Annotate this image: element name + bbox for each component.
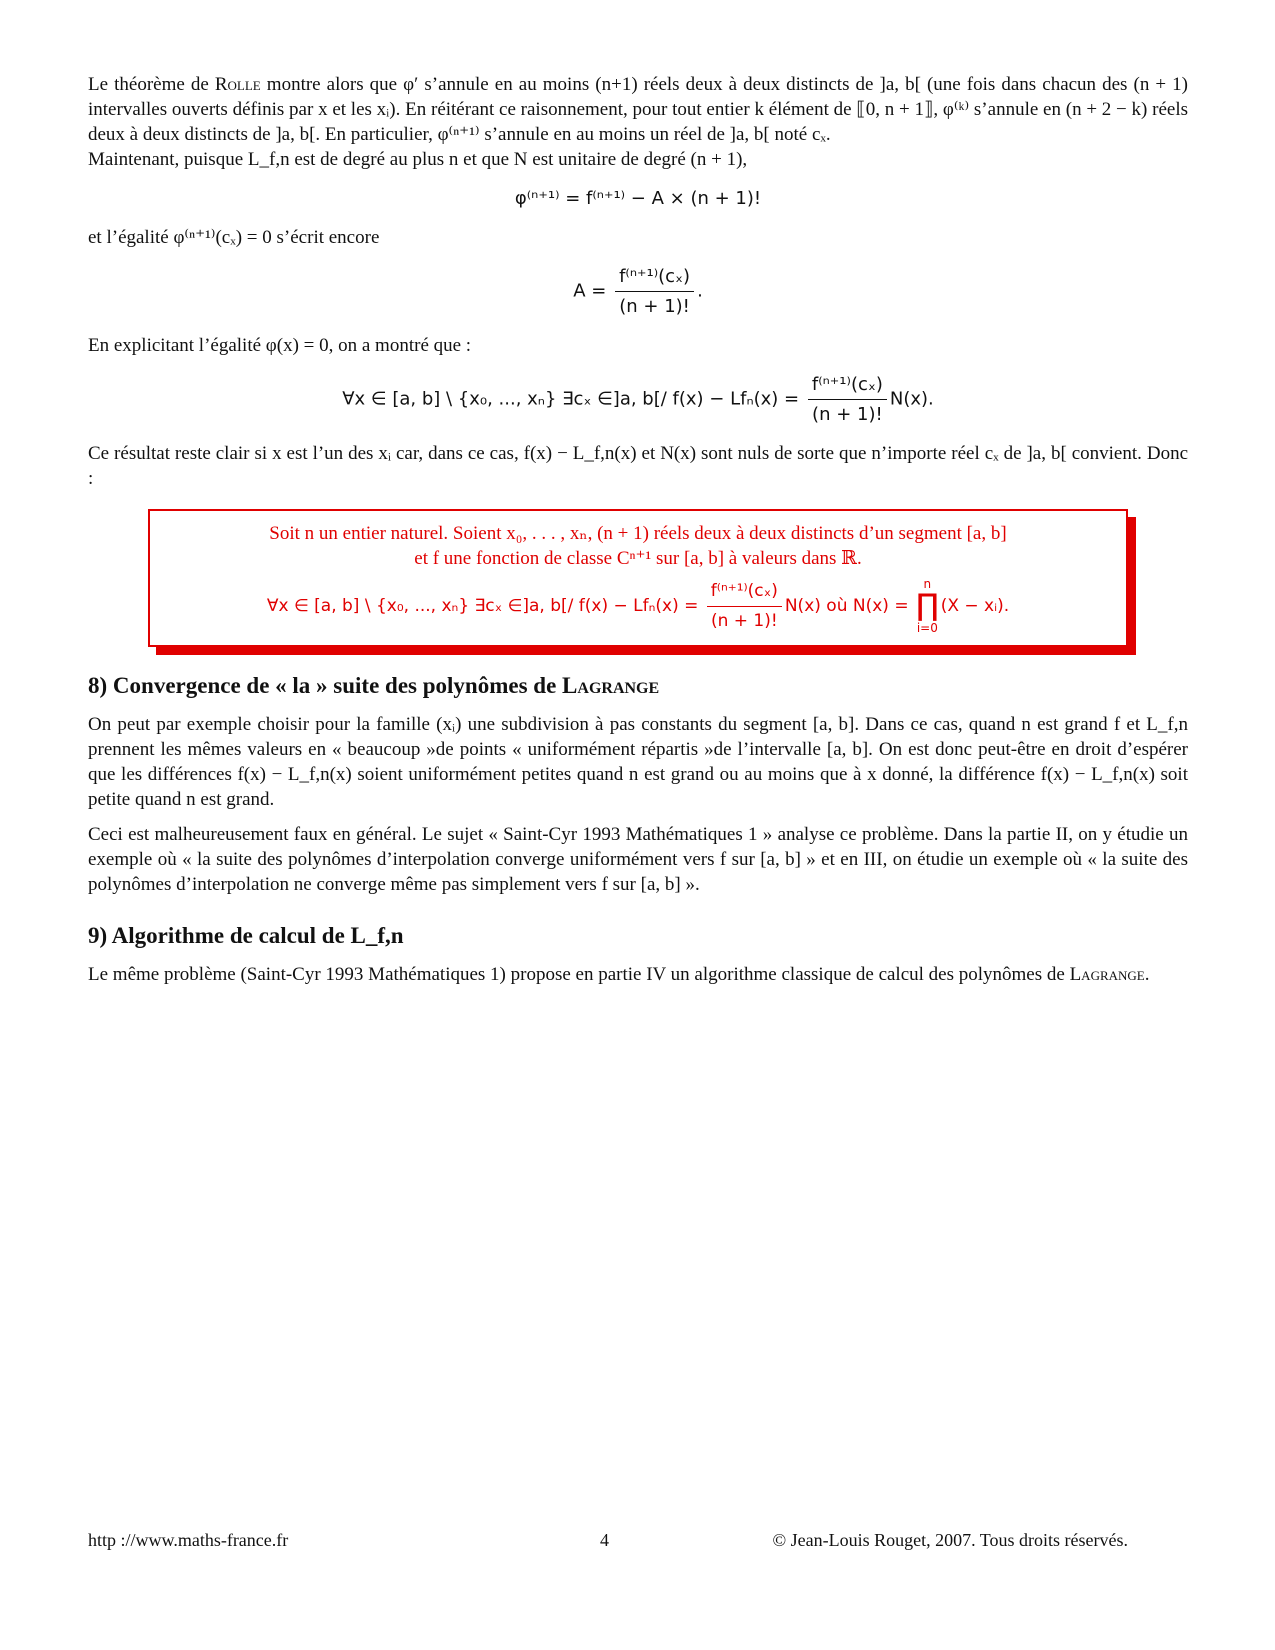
text-run: Le théorème de [88, 74, 215, 95]
fraction-numerator: f⁽ⁿ⁺¹⁾(cₓ) [707, 579, 782, 607]
eq-lhs: ∀x ∈ [a, b] \ {x₀, ..., xₙ} ∃cₓ ∈]a, b[/ f(x) − Lfₙ(x) = [342, 388, 800, 410]
section-number: 8) [88, 673, 108, 698]
fraction-numerator: f⁽ⁿ⁺¹⁾(cₓ) [615, 264, 694, 292]
fraction-numerator: f⁽ⁿ⁺¹⁾(cₓ) [808, 372, 887, 400]
section-title: Algorithme de calcul de L_f,n [111, 923, 404, 948]
text-run: montre alors que φ′ s’annule en au moins (n+1) réels deux à deux distincts de ]a, b[ (une fois dans chacun des (n + 1) intervalles ouverts définis par x et les xᵢ). En réitérant ce raisonnement, pour tout entier k élément de ⟦0, n + 1⟧, φ⁽ᵏ⁾ s’annule en (n + 2 − k) réels deux à deux distincts de ]a, b[. En particulier, φ⁽ⁿ⁺¹⁾ s’annule en au moins un réel de ]a, b[ noté cₓ. [88, 74, 1188, 145]
equation-error [88, 372, 1188, 427]
paragraph-rolle [88, 72, 1188, 147]
section-number: 9) [88, 923, 108, 948]
eq-middle: N(x) où N(x) = [784, 596, 909, 616]
fraction-denominator: (n + 1)! [619, 296, 690, 317]
eq-lhs: ∀x ∈ [a, b] \ {x₀, ..., xₙ} ∃cₓ ∈]a, b[/ f(x) − Lfₙ(x) = [266, 596, 699, 616]
theorem-equation [162, 577, 1114, 635]
document-body [88, 72, 1188, 987]
paragraph-result: Ce résultat reste clair si x est l’un des xᵢ car, dans ce cas, f(x) − L_f,n(x) et N(x) sont nuls de sorte que n’importe réel cₓ de ]a, b[ convient. Donc : [88, 443, 1188, 489]
product-upper: n [923, 577, 932, 591]
fraction [707, 579, 782, 634]
name-rolle: Rolle [214, 74, 261, 95]
page-number: 4 [600, 1530, 609, 1550]
fraction-denominator: (n + 1)! [812, 404, 883, 425]
section-8-paragraph-2: Ceci est malheureusement faux en général. Le sujet « Saint-Cyr 1993 Mathématiques 1 » analyse ce problème. Dans la partie II, on y étudie un exemple où « la suite des polynômes d’interpolation converge uniformément vers f sur [a, b] » et en III, on étudie un exemple où « la suite des polynômes d’interpolation ne converge même pas simplement vers f sur [a, b] ». [88, 824, 1188, 895]
eq-lhs: A = [573, 280, 607, 302]
text-run: . [1144, 964, 1150, 985]
theorem-line-2: et f une fonction de classe Cⁿ⁺¹ sur [a, b] à valeurs dans ℝ. [414, 548, 862, 569]
eq-tail: (X − xᵢ). [940, 596, 1010, 616]
theorem-box [148, 509, 1128, 647]
section-title: Convergence de « la » suite des polynômes de [112, 673, 563, 698]
theorem-line-1: Soit n un entier naturel. Soient x₀, . . . , xₙ, (n + 1) réels deux à deux distincts d’un segment [a, b] [269, 523, 1007, 544]
section-8-heading [88, 673, 1188, 698]
footer-url[interactable]: http ://www.maths-france.fr [88, 1530, 289, 1550]
section-9-heading [88, 923, 1188, 948]
paragraph-degree: Maintenant, puisque L_f,n est de degré au plus n et que N est unitaire de degré (n + 1), [88, 149, 748, 170]
fraction-denominator: (n + 1)! [710, 610, 778, 631]
fraction [808, 372, 887, 427]
section-9-paragraph [88, 962, 1188, 987]
product-lower: i=0 [916, 621, 938, 635]
paragraph-equality: et l’égalité φ⁽ⁿ⁺¹⁾(cₓ) = 0 s’écrit encore [88, 227, 380, 248]
text-run: Le même problème (Saint-Cyr 1993 Mathématiques 1) propose en partie IV un algorithme classique de calcul des polynômes de [88, 964, 1070, 985]
equation-a-value [88, 264, 1188, 319]
fraction [615, 264, 694, 319]
name-lagrange: Lagrange [1069, 964, 1145, 985]
equation-phi-derivative: φ⁽ⁿ⁺¹⁾ = f⁽ⁿ⁺¹⁾ − A × (n + 1)! [514, 188, 762, 209]
eq-tail: . [697, 280, 703, 302]
name-lagrange: Lagrange [562, 673, 660, 698]
product-sign: ∏ [915, 588, 939, 623]
product-symbol [916, 577, 939, 635]
eq-tail: N(x). [889, 388, 934, 410]
footer-copyright: © Jean-Louis Rouget, 2007. Tous droits réservés. [772, 1530, 1128, 1550]
section-8-paragraph-1: On peut par exemple choisir pour la famille (xᵢ) une subdivision à pas constants du segment [a, b]. Dans ce cas, quand n est grand f et L_f,n prennent les mêmes valeurs en « beaucoup »de points « uniformément répartis »de l’intervalle [a, b]. On est donc peut-être en droit d’espérer que les différences f(x) − L_f,n(x) soient uniformément petites quand n est grand ou au moins que à x donné, la différence f(x) − L_f,n(x) soit petite quand n est grand. [88, 714, 1188, 810]
paragraph-explicit: En explicitant l’égalité φ(x) = 0, on a montré que : [88, 335, 472, 356]
